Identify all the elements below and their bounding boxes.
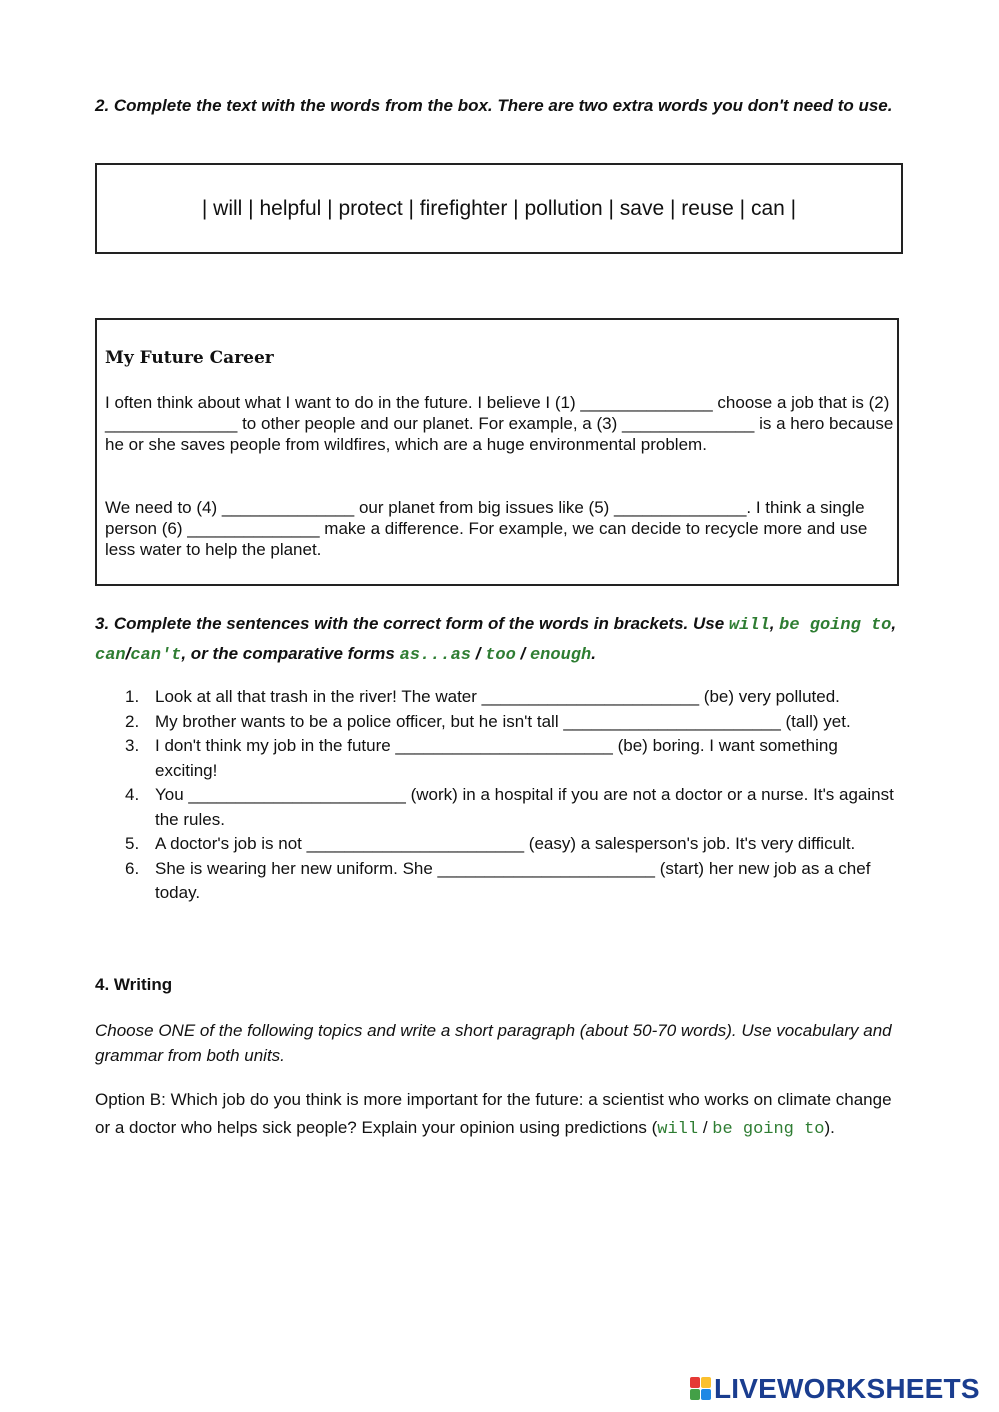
word-box-text: | will | helpful | protect | firefighter | pollution | save | reuse | can |	[201, 196, 797, 220]
item-text: You _______________________ (work) in a hospital if you are not a doctor or a nurse. It's against the rules.	[155, 785, 894, 829]
text-box-title: My Future Career	[105, 348, 274, 368]
code-be-going-to: be going to	[712, 1119, 825, 1139]
section-4-heading: 4. Writing	[95, 975, 173, 994]
code-too: too	[485, 646, 516, 665]
code-cant: can't	[130, 646, 182, 665]
list-item	[118, 857, 903, 906]
exercise-3-list	[118, 685, 903, 906]
logo-mark-icon	[690, 1377, 711, 1401]
item-number: 5.	[125, 834, 140, 853]
item-number: 6.	[125, 858, 140, 878]
list-item	[118, 734, 903, 783]
text-box-paragraph-1: I often think about what I want to do in the future. I believe I (1) ______________ choose a job that is (2) ______________ to other people and our planet. For example, a (3) ______________ is a hero because he or she saves people from wildfires, which are a huge environmental problem.	[105, 393, 894, 454]
item-number: 2.	[125, 711, 140, 731]
separator: /	[471, 644, 486, 663]
list-item	[118, 685, 903, 710]
item-number: 1.	[125, 687, 140, 706]
separator: /	[125, 644, 131, 663]
code-will: will	[657, 1119, 699, 1139]
instr-text: 3. Complete the sentences with the correct form of the words in brackets. Use	[95, 614, 729, 633]
code-can: can	[95, 646, 126, 665]
item-number: 3.	[125, 736, 140, 755]
item-number: 4.	[125, 785, 140, 804]
logo-text: LIVEWORKSHEETS	[714, 1373, 980, 1404]
separator: /	[698, 1117, 713, 1137]
separator: ,	[769, 614, 780, 633]
separator: /	[515, 644, 530, 663]
option-b-end: ).	[824, 1117, 835, 1137]
item-text: She is wearing her new uniform. She _______________________ (start) her new job as a chef today.	[155, 858, 871, 902]
instr-end: .	[591, 644, 596, 663]
separator: ,	[891, 614, 897, 633]
text-box-paragraph-2: We need to (4) ______________ our planet from big issues like (5) ______________. I think a single person (6) ______________ make a difference. For example, we can decide to recycle more and use less water to help the planet.	[105, 498, 868, 559]
option-b-paragraph	[95, 1086, 907, 1143]
instr-text: , or the comparative forms	[181, 644, 400, 663]
item-text: A doctor's job is not _______________________ (easy) a salesperson's job. It's very difficult.	[155, 834, 856, 853]
career-text-box	[95, 318, 899, 586]
code-enough: enough	[529, 646, 592, 665]
word-box	[95, 163, 903, 254]
code-be-going-to: be going to	[779, 616, 892, 635]
code-as-as: as...as	[399, 646, 472, 665]
item-text: I don't think my job in the future _______________________ (be) boring. I want something exciting!	[155, 736, 838, 780]
section-3-instruction	[95, 610, 907, 670]
list-item	[118, 832, 903, 857]
item-text: Look at all that trash in the river! The water _______________________ (be) very polluted.	[155, 687, 840, 706]
section-4-instruction: Choose ONE of the following topics and write a short paragraph (about 50-70 words). Use vocabulary and grammar from both units.	[95, 1021, 892, 1065]
list-item	[118, 783, 903, 832]
item-text: My brother wants to be a police officer, but he isn't tall _______________________ (tall) yet.	[155, 711, 851, 731]
code-will: will	[728, 616, 770, 635]
list-item	[118, 710, 903, 735]
section-2-instruction: 2. Complete the text with the words from the box. There are two extra words you don't need to use.	[95, 96, 893, 115]
liveworksheets-logo	[690, 1373, 980, 1405]
option-b-text: Option B: Which job do you think is more important for the future: a scientist who works on climate change or a doctor who helps sick people? Explain your opinion using predictions (	[95, 1090, 892, 1137]
